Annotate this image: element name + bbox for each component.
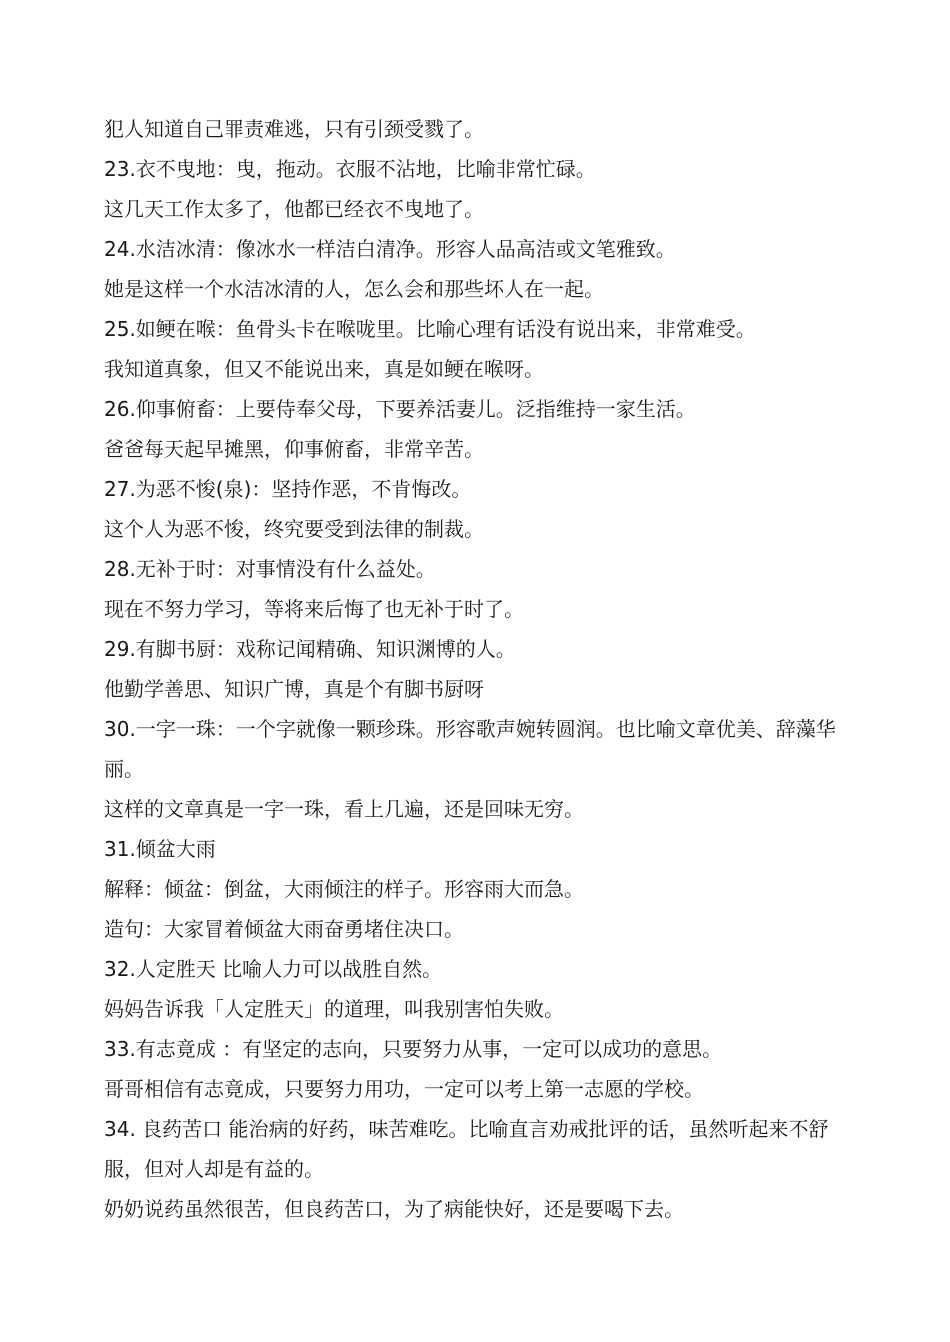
example-sentence: 哥哥相信有志竟成，只要努力用功，一定可以考上第一志愿的学校。: [104, 1077, 704, 1101]
example-sentence: 她是这样一个水洁冰清的人，怎么会和那些坏人在一起。: [104, 277, 604, 301]
example-sentence: 我知道真象，但又不能说出来，真是如鲠在喉呀。: [104, 357, 544, 381]
idiom-entry: 34. 良药苦口 能治病的好药，味苦难吃。比喻直言劝戒批评的话，虽然听起来不舒服，但对人却是有益的。: [104, 1117, 829, 1181]
idiom-entry: 26.仰事俯畜：上要侍奉父母，下要养活妻儿。泛指维持一家生活。: [104, 397, 696, 421]
idiom-entry: 31.倾盆大雨: [104, 837, 216, 861]
example-sentence: 他勤学善思、知识广博，真是个有脚书厨呀: [104, 677, 484, 701]
example-sentence: 现在不努力学习，等将来后悔了也无补于时了。: [104, 597, 524, 621]
example-sentence: 这样的文章真是一字一珠，看上几遍，还是回味无穷。: [104, 797, 584, 821]
idiom-entry: 24.水洁冰清：像冰水一样洁白清净。形容人品高洁或文笔雅致。: [104, 237, 676, 261]
idiom-entry: 23.衣不曳地：曳，拖动。衣服不沾地，比喻非常忙碌。: [104, 157, 596, 181]
example-sentence: 犯人知道自己罪责难逃，只有引颈受戮了。: [104, 117, 484, 141]
example-sentence: 爸爸每天起早摊黑，仰事俯畜，非常辛苦。: [104, 437, 484, 461]
idiom-entry: 30.一字一珠：一个字就像一颗珍珠。形容歌声婉转圆润。也比喻文章优美、辞藻华丽。: [104, 717, 836, 781]
example-sentence: 这几天工作太多了，他都已经衣不曳地了。: [104, 197, 484, 221]
idiom-entry: 33.有志竟成 ：有坚定的志向，只要努力从事，一定可以成功的意思。: [104, 1037, 723, 1061]
example-sentence: 造句：大家冒着倾盆大雨奋勇堵住决口。: [104, 917, 464, 941]
example-sentence: 这个人为恶不悛，终究要受到法律的制裁。: [104, 517, 484, 541]
idiom-entry: 28.无补于时：对事情没有什么益处。: [104, 557, 436, 581]
example-sentence: 奶奶说药虽然很苦，但良药苦口，为了病能快好，还是要喝下去。: [104, 1197, 684, 1221]
explanation-line: 解释：倾盆：倒盆，大雨倾注的样子。形容雨大而急。: [104, 877, 584, 901]
idiom-entry: 32.人定胜天 比喻人力可以战胜自然。: [104, 957, 443, 981]
idiom-entry: 27.为恶不悛(泉)：坚持作恶，不肯悔改。: [104, 477, 472, 501]
document-body: [104, 109, 856, 1229]
idiom-entry: 29.有脚书厨：戏称记闻精确、知识渊博的人。: [104, 637, 516, 661]
example-sentence: 妈妈告诉我「人定胜天」的道理，叫我别害怕失败。: [104, 997, 564, 1021]
idiom-entry: 25.如鲠在喉：鱼骨头卡在喉咙里。比喻心理有话没有说出来，非常难受。: [104, 317, 756, 341]
